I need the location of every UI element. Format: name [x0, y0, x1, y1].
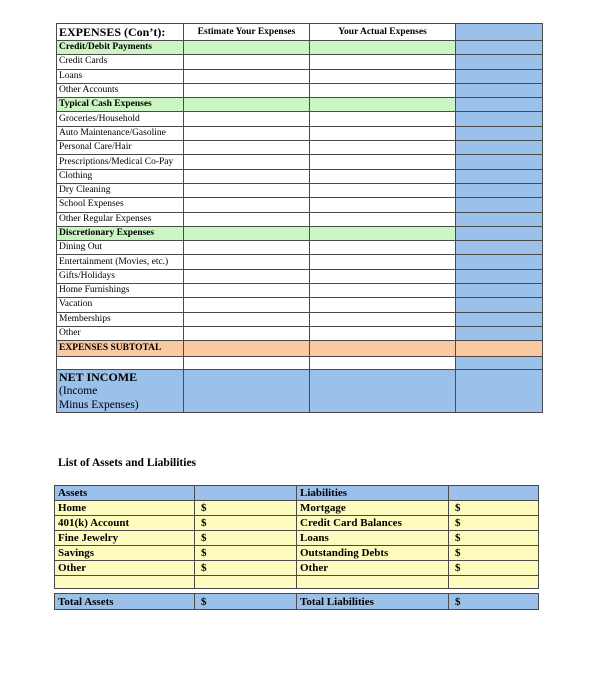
liability-label: Outstanding Debts [297, 546, 449, 561]
liabilities-header: Liabilities [297, 486, 449, 501]
net-income-estimate-cell[interactable] [184, 370, 310, 413]
extra-cell [456, 312, 543, 326]
expense-item-label: Dining Out [57, 241, 184, 255]
expense-item-label: School Expenses [57, 198, 184, 212]
expense-item-label: Home Furnishings [57, 284, 184, 298]
asset-liability-row [55, 546, 539, 561]
expense-item-row [57, 183, 543, 197]
estimate-cell[interactable] [184, 284, 310, 298]
liability-value-field[interactable]: $ [449, 546, 539, 561]
expenses-table [56, 23, 543, 413]
expense-item-row [57, 284, 543, 298]
estimate-cell[interactable] [184, 298, 310, 312]
totals-row [55, 594, 539, 610]
expense-item-label: Vacation [57, 298, 184, 312]
estimate-cell[interactable] [184, 141, 310, 155]
expense-item-label: Entertainment (Movies, etc.) [57, 255, 184, 269]
estimate-cell[interactable] [184, 226, 310, 240]
net-income-label [57, 370, 184, 413]
expense-item-row [57, 198, 543, 212]
total-assets-value[interactable]: $ [195, 594, 297, 610]
asset-label: Other [55, 561, 195, 576]
actual-cell[interactable] [310, 83, 456, 97]
expense-section-title: Discretionary Expenses [57, 226, 184, 240]
estimate-cell[interactable] [184, 183, 310, 197]
extra-cell [456, 169, 543, 183]
expense-item-label: Gifts/Holidays [57, 269, 184, 283]
liability-value-field[interactable]: $ [449, 531, 539, 546]
expense-item-label: Memberships [57, 312, 184, 326]
spacer-cell [310, 357, 456, 370]
actual-cell[interactable] [310, 169, 456, 183]
actual-cell[interactable] [310, 155, 456, 169]
extra-cell [456, 284, 543, 298]
total-liabilities-label: Total Liabilities [297, 594, 449, 610]
net-income-actual-cell[interactable] [310, 370, 456, 413]
blank-row [55, 576, 539, 589]
extra-cell [456, 269, 543, 283]
expense-item-row [57, 241, 543, 255]
asset-value-field[interactable]: $ [195, 501, 297, 516]
total-assets-label: Total Assets [55, 594, 195, 610]
subtotal-actual-cell[interactable] [310, 341, 456, 357]
expense-item-row [57, 112, 543, 126]
net-income-subtitle-1: (Income [59, 385, 98, 398]
expense-item-label: Credit Cards [57, 55, 184, 69]
extra-cell [456, 83, 543, 97]
liability-label: Credit Card Balances [297, 516, 449, 531]
liability-value-field[interactable]: $ [449, 516, 539, 531]
liability-value-field[interactable]: $ [449, 561, 539, 576]
actual-cell[interactable] [310, 212, 456, 226]
liability-value-header [449, 486, 539, 501]
expense-item-label: Auto Maintenance/Gasoline [57, 126, 184, 140]
actual-cell[interactable] [310, 98, 456, 112]
estimate-cell[interactable] [184, 255, 310, 269]
asset-liability-row [55, 531, 539, 546]
expense-item-label: Other [57, 326, 184, 340]
actual-cell[interactable] [310, 112, 456, 126]
estimate-cell[interactable] [184, 198, 310, 212]
estimate-cell[interactable] [184, 41, 310, 55]
estimate-cell[interactable] [184, 83, 310, 97]
actual-cell[interactable] [310, 183, 456, 197]
estimate-cell[interactable] [184, 169, 310, 183]
estimate-cell[interactable] [184, 241, 310, 255]
extra-cell [456, 226, 543, 240]
asset-value-field[interactable]: $ [195, 516, 297, 531]
extra-cell [456, 255, 543, 269]
spacer-cell [57, 357, 184, 370]
asset-liability-row [55, 561, 539, 576]
expense-section-row [57, 226, 543, 240]
expense-section-title: Credit/Debit Payments [57, 41, 184, 55]
actual-cell[interactable] [310, 55, 456, 69]
expense-item-row [57, 55, 543, 69]
estimate-cell[interactable] [184, 326, 310, 340]
estimate-cell[interactable] [184, 112, 310, 126]
asset-liability-row [55, 501, 539, 516]
expense-item-row [57, 298, 543, 312]
expense-item-label: Prescriptions/Medical Co-Pay [57, 155, 184, 169]
estimate-expenses-header: Estimate Your Expenses [184, 24, 310, 41]
extra-cell [456, 55, 543, 69]
extra-cell [456, 326, 543, 340]
expense-item-label: Clothing [57, 169, 184, 183]
actual-cell[interactable] [310, 226, 456, 240]
subtotal-extra-cell [456, 341, 543, 357]
asset-liability-row [55, 516, 539, 531]
extra-cell [456, 241, 543, 255]
actual-cell[interactable] [310, 269, 456, 283]
expense-item-row [57, 326, 543, 340]
liability-label: Other [297, 561, 449, 576]
expense-section-row [57, 41, 543, 55]
expense-item-row [57, 212, 543, 226]
actual-cell[interactable] [310, 284, 456, 298]
expenses-subtotal-label: EXPENSES SUBTOTAL [57, 341, 184, 357]
expense-item-row [57, 69, 543, 83]
expense-item-label: Personal Care/Hair [57, 141, 184, 155]
estimate-cell[interactable] [184, 269, 310, 283]
expense-item-row [57, 83, 543, 97]
actual-cell[interactable] [310, 326, 456, 340]
estimate-cell[interactable] [184, 312, 310, 326]
extra-cell [456, 183, 543, 197]
assets-liabilities-table [54, 485, 539, 610]
blank-cell [55, 576, 195, 589]
actual-cell[interactable] [310, 41, 456, 55]
expense-item-row [57, 255, 543, 269]
asset-label: Home [55, 501, 195, 516]
spacer-row [57, 357, 543, 370]
expenses-subtotal-row [57, 341, 543, 357]
actual-cell[interactable] [310, 312, 456, 326]
actual-cell[interactable] [310, 298, 456, 312]
expense-item-row [57, 155, 543, 169]
assets-header: Assets [55, 486, 195, 501]
actual-cell[interactable] [310, 241, 456, 255]
net-income-title: NET INCOME [59, 370, 138, 385]
spacer-cell [184, 357, 310, 370]
asset-label: Fine Jewelry [55, 531, 195, 546]
expense-item-row [57, 312, 543, 326]
actual-cell[interactable] [310, 141, 456, 155]
liability-label: Mortgage [297, 501, 449, 516]
expense-item-label: Dry Cleaning [57, 183, 184, 197]
expense-section-row [57, 98, 543, 112]
estimate-cell[interactable] [184, 98, 310, 112]
blank-cell [195, 576, 297, 589]
expense-item-row [57, 141, 543, 155]
estimate-cell[interactable] [184, 55, 310, 69]
actual-cell[interactable] [310, 126, 456, 140]
net-income-subtitle-2: Minus Expenses) [59, 399, 139, 412]
extra-column-header [456, 24, 543, 41]
asset-label: 401(k) Account [55, 516, 195, 531]
expense-item-label: Other Regular Expenses [57, 212, 184, 226]
subtotal-estimate-cell[interactable] [184, 341, 310, 357]
expenses-header-row [57, 24, 543, 41]
liability-label: Loans [297, 531, 449, 546]
asset-value-header [195, 486, 297, 501]
expense-item-label: Loans [57, 69, 184, 83]
asset-value-field[interactable]: $ [195, 546, 297, 561]
extra-cell [456, 112, 543, 126]
expense-item-label: Other Accounts [57, 83, 184, 97]
asset-value-field[interactable]: $ [195, 531, 297, 546]
estimate-cell[interactable] [184, 155, 310, 169]
spacer-cell [456, 357, 543, 370]
actual-cell[interactable] [310, 69, 456, 83]
extra-cell [456, 69, 543, 83]
actual-expenses-header: Your Actual Expenses [310, 24, 456, 41]
estimate-cell[interactable] [184, 212, 310, 226]
actual-cell[interactable] [310, 255, 456, 269]
asset-value-field[interactable]: $ [195, 561, 297, 576]
extra-cell [456, 141, 543, 155]
expense-item-row [57, 126, 543, 140]
assets-liabilities-title: List of Assets and Liabilities [58, 457, 197, 469]
extra-cell [456, 41, 543, 55]
extra-cell [456, 298, 543, 312]
extra-cell [456, 98, 543, 112]
liability-value-field[interactable]: $ [449, 501, 539, 516]
extra-cell [456, 198, 543, 212]
extra-cell [456, 126, 543, 140]
expense-item-label: Groceries/Household [57, 112, 184, 126]
extra-cell [456, 212, 543, 226]
estimate-cell[interactable] [184, 69, 310, 83]
expense-item-row [57, 169, 543, 183]
estimate-cell[interactable] [184, 126, 310, 140]
blank-cell [449, 576, 539, 589]
extra-cell [456, 155, 543, 169]
expense-item-row [57, 269, 543, 283]
asset-label: Savings [55, 546, 195, 561]
assets-liabilities-header-row [55, 486, 539, 501]
expenses-category-header: EXPENSES (Con’t): [57, 24, 184, 41]
total-liabilities-value[interactable]: $ [449, 594, 539, 610]
net-income-row [57, 370, 543, 413]
blank-cell [297, 576, 449, 589]
net-income-extra-cell [456, 370, 543, 413]
expense-section-title: Typical Cash Expenses [57, 98, 184, 112]
actual-cell[interactable] [310, 198, 456, 212]
